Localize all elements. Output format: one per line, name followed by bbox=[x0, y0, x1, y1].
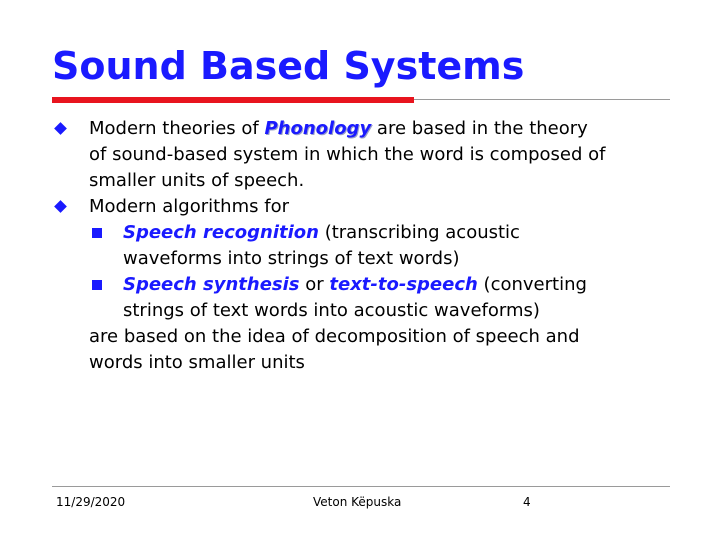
title-accent-rule bbox=[52, 97, 414, 103]
diamond-bullet-icon bbox=[54, 200, 67, 213]
text-run: smaller units of speech. bbox=[89, 170, 305, 191]
text-run: Modern algorithms for bbox=[89, 196, 289, 217]
bullet-paragraph bbox=[52, 220, 682, 272]
text-line bbox=[123, 298, 682, 324]
footer-author: Veton Këpuska bbox=[313, 495, 402, 509]
text-run: (converting bbox=[477, 274, 587, 295]
slide-body bbox=[52, 116, 682, 376]
square-bullet-icon bbox=[92, 228, 102, 238]
text-run: are based in the theory bbox=[371, 118, 588, 139]
footer-page-number: 4 bbox=[523, 495, 531, 509]
text-run: of sound-based system in which the word is composed of bbox=[89, 144, 606, 165]
text-line bbox=[89, 350, 682, 376]
highlighted-term: Speech recognition bbox=[123, 222, 319, 243]
text-line bbox=[89, 194, 682, 220]
text-run: words into smaller units bbox=[89, 352, 305, 373]
text-run: or bbox=[299, 274, 330, 295]
text-line bbox=[123, 220, 682, 246]
bullet-paragraph bbox=[52, 116, 682, 194]
text-line bbox=[89, 142, 682, 168]
bullet-paragraph bbox=[52, 272, 682, 324]
footer-date: 11/29/2020 bbox=[56, 495, 126, 509]
bullet-paragraph bbox=[52, 324, 682, 376]
title-divider-rule bbox=[414, 99, 670, 100]
highlighted-term: Phonology bbox=[264, 118, 372, 139]
text-line bbox=[89, 324, 682, 350]
text-line bbox=[123, 246, 682, 272]
footer-divider-rule bbox=[52, 486, 670, 487]
text-run: Modern theories of bbox=[89, 118, 265, 139]
slide-title: Sound Based Systems bbox=[52, 44, 525, 88]
text-line bbox=[89, 168, 682, 194]
text-line bbox=[123, 272, 682, 298]
bullet-paragraph bbox=[52, 194, 682, 220]
text-run: waveforms into strings of text words) bbox=[123, 248, 460, 269]
highlighted-term: Speech synthesis bbox=[123, 274, 300, 295]
diamond-bullet-icon bbox=[54, 122, 67, 135]
highlighted-term: text-to-speech bbox=[329, 274, 478, 295]
text-line bbox=[89, 116, 682, 142]
text-run: (transcribing acoustic bbox=[318, 222, 520, 243]
text-run: strings of text words into acoustic waveforms) bbox=[123, 300, 540, 321]
square-bullet-icon bbox=[92, 280, 102, 290]
text-run: are based on the idea of decomposition of speech and bbox=[89, 326, 580, 347]
